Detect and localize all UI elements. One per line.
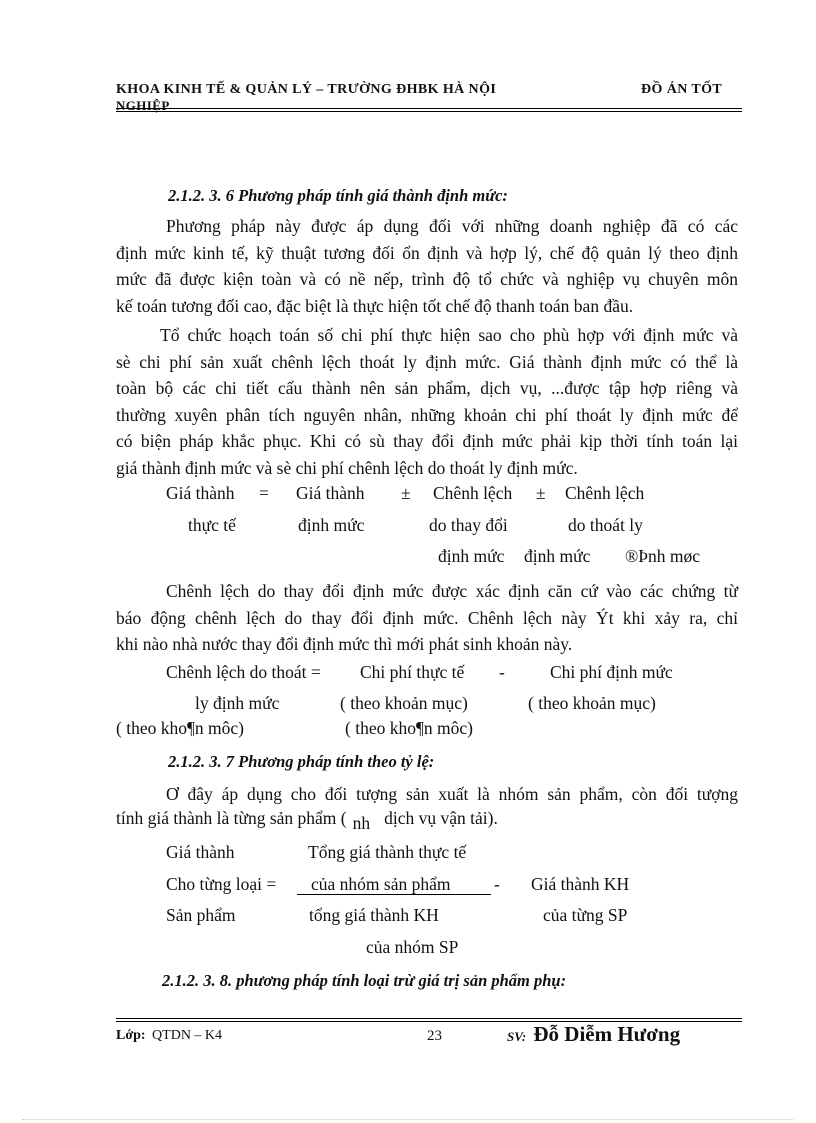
formula-term: Giá thành [166, 842, 235, 862]
header-left: KHOA KINH TẾ & QUẢN LÝ – TRƯỜNG ĐHBK HÀ NỘI [116, 82, 497, 97]
formula-term: Tổng giá thành thực tế [308, 842, 467, 862]
paragraph-3 [116, 578, 738, 658]
formula-term: ( theo khoản mục) [340, 693, 468, 713]
formula-term: tổng giá thành KH [309, 905, 439, 925]
paragraph-1 [116, 213, 738, 319]
heading-2128: 2.1.2. 3. 8. phương pháp tính loại trừ giá trị sản phẩm phụ: [162, 971, 567, 990]
formula-term: Chênh lệch do thoát = [166, 662, 321, 682]
formula-term: Chênh lệch [565, 483, 645, 503]
formula-operator: = [259, 483, 269, 503]
footer-class [116, 1028, 222, 1044]
header-rule-1 [116, 108, 742, 109]
paragraph-line: Chênh lệch do thay đổi định mức được xác định căn cứ vào các chứng từ [166, 581, 738, 601]
formula-term: do thoát ly [568, 515, 643, 535]
footer-student [507, 1022, 680, 1047]
paragraph-line: khi nào nhà nước thay đổi định mức thì mới phát sinh khoản này. [116, 634, 573, 654]
formula-term: Giá thành KH [531, 874, 630, 894]
formula-term: định mức [524, 546, 591, 566]
formula-operator: - [494, 874, 500, 894]
paragraph-line: báo động chênh lệch do thay đổi định mức. Chênh lệch này Ýt khi xảy ra, chỉ [116, 607, 738, 628]
formula-operator: ± [401, 483, 411, 503]
page-number: 23 [427, 1028, 442, 1044]
paragraph-2 [116, 322, 738, 481]
footer-sv-label: SV: [507, 1029, 527, 1044]
footer-rule-1 [116, 1018, 742, 1019]
formula-term: Sản phẩm [166, 905, 236, 925]
formula-term: ®Þnh møc [625, 546, 701, 566]
heading-2127: 2.1.2. 3. 7 Phương pháp tính theo tỷ lệ: [168, 752, 435, 771]
header-rule-2 [116, 111, 742, 112]
formula-term: định mức [298, 515, 365, 535]
footer-class-label: Lớp: [116, 1028, 146, 1043]
paragraph-line: Tổ chức hoạch toán số chi phí thực hiện sao cho phù hợp với định mức và [160, 325, 738, 345]
paragraph-line: định mức kinh tế, kỹ thuật tương đối ổn định và hợp lý, chế độ quản lý theo định [116, 242, 738, 263]
formula-term: ( theo kho¶n môc) [345, 718, 473, 738]
paragraph-line: thường xuyên phân tích nguyên nhân, những khoản chi phí thoát ly định mức để [116, 404, 738, 425]
formula-term: ( theo khoản mục) [528, 693, 656, 713]
paragraph-line: Ơ đây áp dụng cho đối tượng sản xuất là nhóm sản phẩm, còn đối tượng [166, 784, 738, 804]
paragraph-text: nh [352, 813, 371, 833]
formula-term: Giá thành [166, 483, 235, 503]
paragraph-line: toàn bộ các chi tiết cấu thành nên sản phẩm, dịch vụ, ...được tập hợp riêng và [116, 378, 738, 398]
formula-term: Chi phí định mức [550, 662, 673, 682]
heading-2126: 2.1.2. 3. 6 Phương pháp tính giá thành định mức: [168, 186, 508, 205]
paragraph-line: sè chi phí sản xuất chênh lệch thoát ly định mức. Giá thành định mức có thể là [116, 351, 738, 372]
paragraph-line: giá thành định mức và sè chi phí chênh lệch do thoát ly định mức. [116, 457, 578, 478]
formula-term: của từng SP [543, 905, 628, 925]
paragraph-4 [116, 781, 738, 808]
formula-term: của nhóm sản phẩm [311, 874, 451, 894]
formula-term: thực tế [188, 515, 236, 535]
formula-term: Chênh lệch [433, 483, 513, 503]
paragraph-text: tính giá thành là từng sản phẩm ( [116, 808, 347, 828]
fraction-bar [297, 894, 491, 895]
formula-term: ( theo kho¶n môc) [116, 718, 244, 738]
paragraph-line: có biện pháp khắc phục. Khi có sù thay đổi định mức phải kịp thời tính toán lại [116, 431, 738, 451]
formula-term: định mức [438, 546, 505, 566]
paragraph-line [116, 808, 498, 833]
page-bottom-edge [22, 1119, 794, 1120]
paragraph-line: Phương pháp này được áp dụng đối với những doanh nghiệp đã có các [166, 216, 738, 236]
formula-term: Chi phí thực tế [360, 662, 465, 682]
formula-term: do thay đổi [429, 515, 508, 535]
formula-term: Cho từng loại = [166, 874, 277, 894]
paragraph-text: dịch vụ vận tải). [384, 808, 498, 828]
header-right: ĐỒ ÁN TỐT [641, 82, 723, 97]
header-overflow: NGHIỆP [116, 98, 170, 113]
paragraph-line: kế toán tương đối cao, đặc biệt là thực hiện tốt chế độ thanh toán ban đầu. [116, 295, 634, 316]
formula-term: ly định mức [195, 693, 280, 713]
footer-student-name: Đỗ Diễm Hương [533, 1022, 681, 1046]
footer-class-value: QTDN – K4 [152, 1028, 223, 1043]
paragraph-line: mức đã được kiện toàn và có nề nếp, trình độ tổ chức và nghiệp vụ chuyên môn [116, 269, 738, 289]
formula-term: Giá thành [296, 483, 365, 503]
formula-operator: ± [536, 483, 546, 503]
formula-operator: - [499, 662, 505, 682]
formula-term: của nhóm SP [366, 937, 459, 957]
